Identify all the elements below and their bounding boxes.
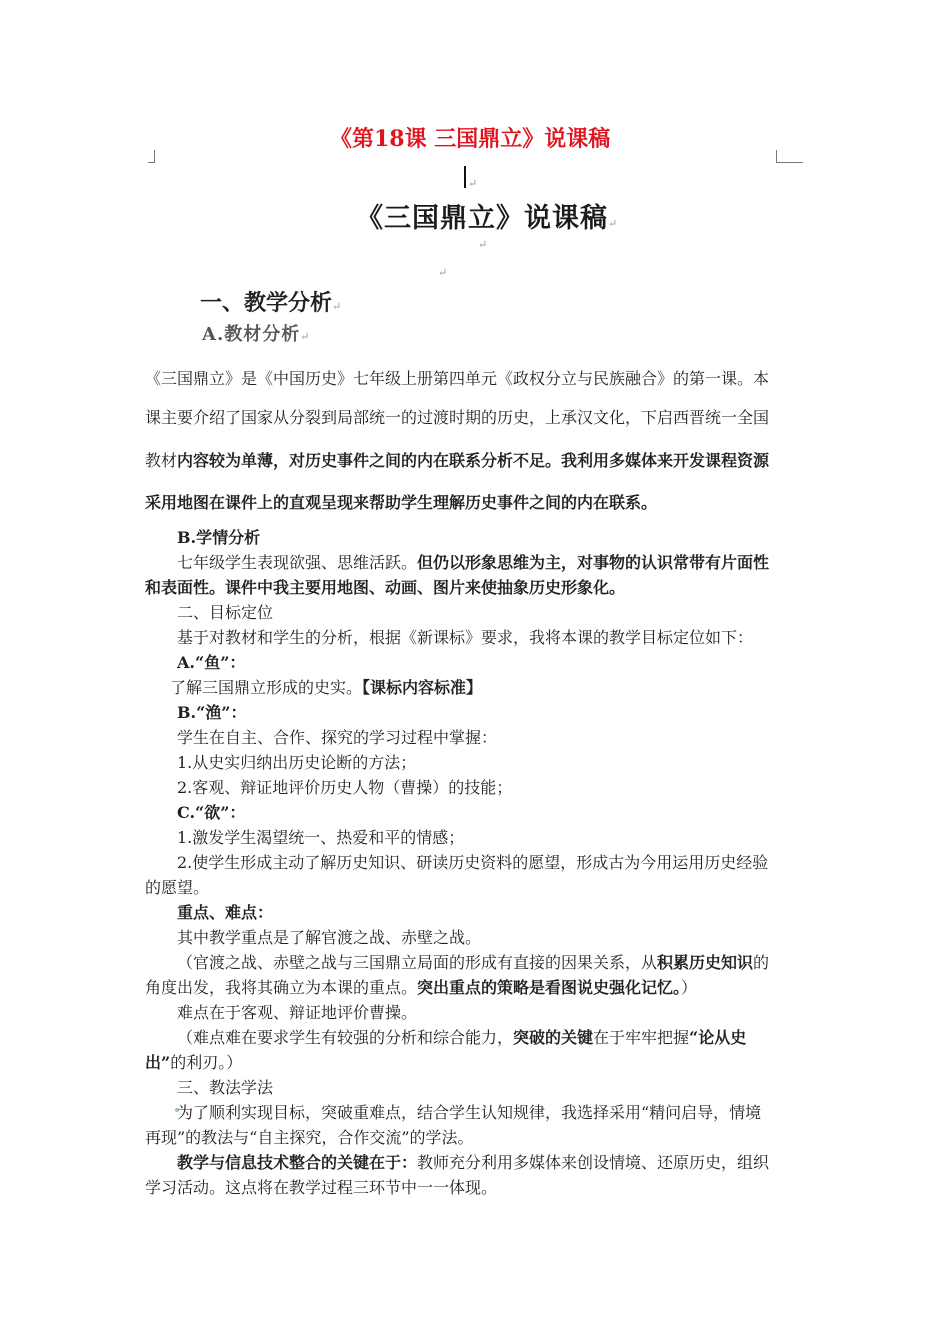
text-run: 的 — [753, 953, 770, 972]
textbook-analysis-line-2: 课主要介绍了国家从分裂到局部统一的过渡时期的历史，上承汉文化，下启西晋统一全国 — [145, 408, 770, 427]
paragraph-mark: ↵ — [478, 238, 488, 251]
section-heading-1-text: 一、教学分析 — [200, 290, 333, 316]
bold-text-run: “论从史 — [689, 1028, 747, 1047]
objective-c-item-2-line-2: 的愿望。 — [145, 878, 210, 897]
teaching-difficulty: 难点在于客观、辩证地评价曹操。 — [177, 1003, 418, 1022]
objective-c-item-2-line-1: 2.使学生形成主动了解历史知识、研读历史资料的愿望，形成古为今用运用历史经验 — [177, 853, 769, 872]
objective-a-text — [170, 675, 482, 700]
section-heading-2: 二、目标定位 — [177, 603, 274, 622]
objective-b-item-2: 2.客观、辩证地评价历史人物（曹操）的技能； — [177, 778, 513, 797]
text-run: 角度出发，我将其确立为本课的重点。 — [145, 978, 418, 997]
key-points-label: 重点、难点： — [177, 903, 274, 922]
bold-text-run: 积累历史知识 — [657, 953, 754, 972]
teaching-focus: 其中教学重点是了解官渡之战、赤壁之战。 — [177, 928, 482, 947]
paragraph-mark: ↵ — [468, 177, 478, 190]
section-heading-1 — [200, 286, 341, 317]
objectives-intro: 基于对教材和学生的分析，根据《新课标》要求，我将本课的教学目标定位如下： — [177, 628, 754, 647]
text-run: 在于牢牢把握 — [593, 1028, 690, 1047]
bold-text-run: 突出重点的策略是看图说史强化记忆。 — [417, 978, 682, 997]
subheading-a-text: A.教材分析 — [202, 324, 301, 345]
objective-b-label: B.“渔”： — [177, 703, 247, 722]
bold-text-run: 出” — [145, 1053, 171, 1072]
textbook-analysis-line-1: 《三国鼎立》是《中国历史》七年级上册第四单元《政权分立与民族融合》的第一课。本 — [145, 369, 770, 388]
main-title — [356, 196, 618, 235]
subheading-b: B.学情分析 — [177, 528, 261, 547]
bold-text-run: 突破的关键 — [513, 1028, 594, 1047]
learner-analysis-line-2: 和表面性。课件中我主要用地图、动画、图片来使抽象历史形象化。 — [145, 578, 626, 597]
objective-c-label: C.“欲”： — [177, 803, 246, 822]
text-run: 的利刃。） — [170, 1053, 243, 1072]
methods-line-1: 为了顺利实现目标，突破重难点，结合学生认知规律，我选择采用“精问启导，情境 — [177, 1103, 762, 1122]
paragraph-mark: ↵ — [438, 266, 448, 279]
integration-line-2: 学习活动。这点将在教学过程三环节中一一体现。 — [145, 1178, 498, 1197]
document-title: 《第18课 三国鼎立》说课稿 — [330, 126, 611, 152]
text-run: （官渡之战、赤壁之战与三国鼎立局面的形成有直接的因果关系，从 — [177, 953, 658, 972]
text-run: 教材 — [145, 451, 178, 470]
text-run: ） — [681, 978, 698, 997]
objective-b-text: 学生在自主、合作、探究的学习过程中掌握： — [177, 728, 498, 747]
text-run: 教师充分利用多媒体来创设情境、还原历史，组织 — [417, 1153, 770, 1172]
objective-c-item-1: 1.激发学生渴望统一、热爱和平的情感； — [177, 828, 465, 847]
text-cursor — [464, 166, 466, 188]
bold-text-run: 教学与信息技术整合的关键在于： — [177, 1153, 418, 1172]
paragraph-mark: ↵ — [332, 300, 342, 313]
paragraph-mark: ↵ — [608, 217, 619, 230]
bold-text-run: 但仍以形象思维为主，对事物的认识常带有片面性 — [417, 553, 770, 572]
text-run: 七年级学生表现欲强、思维活跃。 — [177, 553, 418, 572]
textbook-analysis-line-3 — [145, 448, 769, 473]
textbook-analysis-line-4: 采用地图在课件上的直观呈现来帮助学生理解历史事件之间的内在联系。 — [145, 493, 658, 512]
paragraph-mark: ↵ — [300, 330, 311, 343]
bold-text-run: 内容较为单薄，对历史事件之间的内在联系分析不足。我利用多媒体来开发课程资源 — [177, 451, 770, 470]
focus-note-line-1 — [177, 950, 769, 975]
text-run: 了解三国鼎立形成的史实。 — [170, 678, 363, 697]
text-run: （难点难在要求学生有较强的分析和综合能力， — [177, 1028, 514, 1047]
main-title-text: 《三国鼎立》说课稿 — [356, 203, 608, 234]
section-heading-3: 三、教法学法 — [177, 1078, 274, 1097]
learner-analysis-line-1 — [177, 550, 769, 575]
subheading-a — [202, 320, 310, 346]
page-corner-mark-left — [148, 150, 155, 163]
difficulty-note-line-1 — [177, 1025, 746, 1050]
integration-line-1 — [177, 1150, 769, 1175]
focus-note-line-2 — [145, 975, 697, 1000]
page-corner-mark-right — [776, 150, 803, 163]
difficulty-note-line-2 — [145, 1050, 242, 1075]
standard-tag: 【课标内容标准】 — [362, 678, 483, 697]
methods-line-2: 再现”的教法与“自主探究，合作交流”的学法。 — [145, 1128, 474, 1147]
objective-b-item-1: 1.从史实归纳出历史论断的方法； — [177, 753, 417, 772]
objective-a-label: A.“鱼”： — [177, 653, 246, 672]
